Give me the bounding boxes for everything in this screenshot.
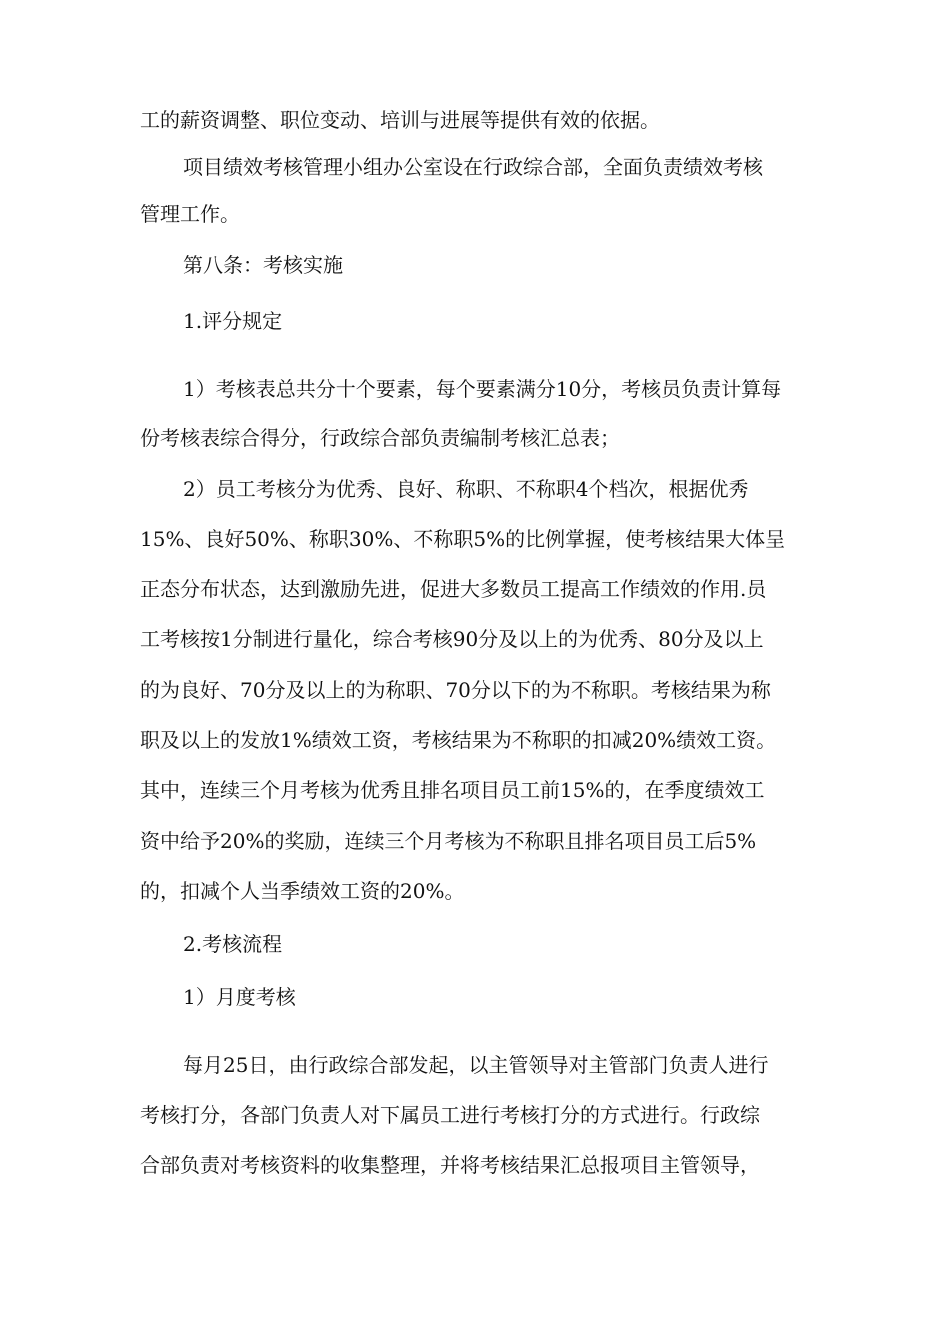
subsection-heading: 2.考核流程: [183, 932, 283, 956]
body-text-line: 项目绩效考核管理小组办公室设在行政综合部，全面负责绩效考核: [183, 155, 763, 179]
body-text-line: 工考核按1分制进行量化，综合考核90分及以上的为优秀、80分及以上: [140, 627, 764, 651]
body-text-line: 职及以上的发放1%绩效工资，考核结果为不称职的扣减20%绩效工资。: [140, 728, 777, 752]
body-text-line: 的，扣减个人当季绩效工资的20%。: [140, 879, 465, 903]
subsection-heading: 1.评分规定: [183, 309, 283, 333]
body-text-line: 资中给予20%的奖励，连续三个月考核为不称职且排名项目员工后5%: [140, 829, 757, 853]
body-text-line: 份考核表综合得分，行政综合部负责编制考核汇总表；: [140, 426, 620, 450]
body-text-line: 其中，连续三个月考核为优秀且排名项目员工前15%的，在季度绩效工: [140, 778, 765, 802]
body-text-line: 的为良好、70分及以上的为称职、70分以下的为不称职。考核结果为称: [140, 678, 771, 702]
body-text-line: 合部负责对考核资料的收集整理，并将考核结果汇总报项目主管领导，: [140, 1153, 760, 1177]
section-heading: 第八条：考核实施: [183, 253, 343, 277]
sub-item-heading: 1）月度考核: [183, 985, 296, 1009]
body-text-line: 管理工作。: [140, 202, 240, 226]
body-text-line: 正态分布状态，达到激励先进，促进大多数员工提高工作绩效的作用.员: [140, 577, 767, 601]
body-text-line: 15%、良好50%、称职30%、不称职5%的比例掌握，使考核结果大体呈: [140, 527, 786, 551]
body-text-line: 2）员工考核分为优秀、良好、称职、不称职4个档次，根据优秀: [183, 477, 749, 501]
body-text-line: 1）考核表总共分十个要素，每个要素满分10分，考核员负责计算每: [183, 377, 782, 401]
body-text-line: 考核打分，各部门负责人对下属员工进行考核打分的方式进行。行政综: [140, 1103, 760, 1127]
body-text-line: 每月25日，由行政综合部发起，以主管领导对主管部门负责人进行: [183, 1053, 769, 1077]
body-text-line: 工的薪资调整、职位变动、培训与进展等提供有效的依据。: [140, 108, 660, 132]
